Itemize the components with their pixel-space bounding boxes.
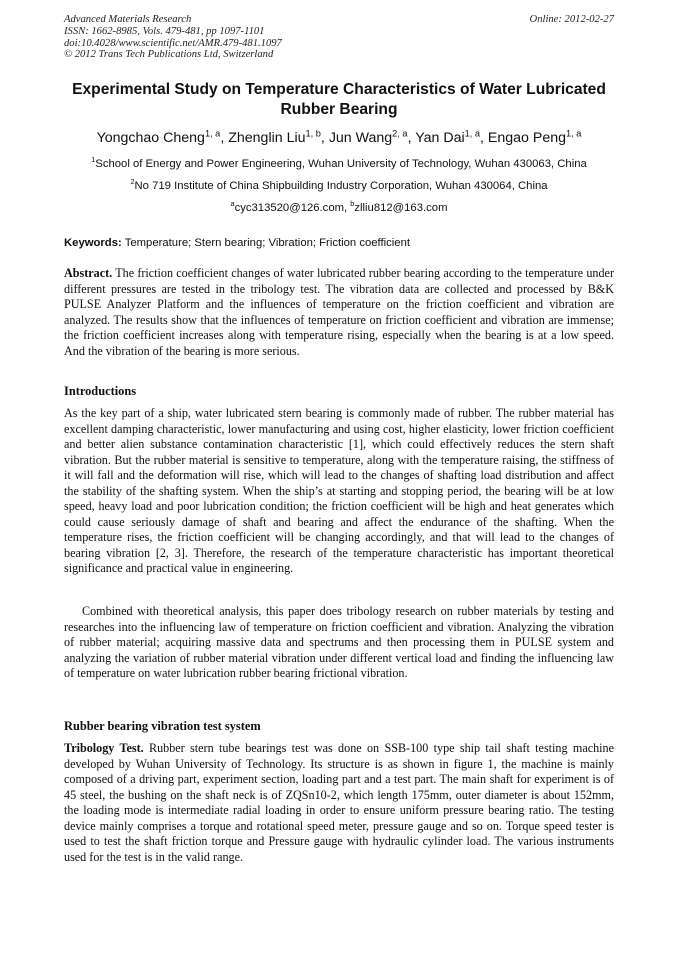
author-separator: , bbox=[407, 130, 416, 146]
journal-header bbox=[64, 14, 282, 61]
author-name: Zhenglin Liu bbox=[228, 130, 306, 146]
issn-line: ISSN: 1662-8985, Vols. 479-481, pp 1097-1101 bbox=[64, 25, 265, 37]
keywords-text: Temperature; Stern bearing; Vibration; Friction coefficient bbox=[121, 237, 410, 249]
introduction-paragraph-2: Combined with theoretical analysis, this paper does tribology research on rubber materials by testing and researches into the influencing law of temperature on friction coefficient and vibration. Analyzing the vibration of rubber material; acquiring massive data and spectrums and then processing them in PULSE system and analyzing the variation of rubber material vibration under different vertical load and finding the influencing law of temperature on water lubrication rubber bearing frictional vibration. bbox=[64, 604, 614, 680]
author-name: Yan Dai bbox=[415, 130, 465, 146]
journal-name: Advanced Materials Research bbox=[64, 14, 192, 25]
author-affiliation-mark: 1, a bbox=[204, 128, 221, 139]
author-list bbox=[40, 129, 638, 147]
author-affiliation-mark: 1, b bbox=[305, 128, 321, 139]
affiliation-text: No 719 Institute of China Shipbuilding Industry Corporation, Wuhan 430064, China bbox=[134, 180, 548, 192]
author-name: Jun Wang bbox=[328, 130, 393, 146]
author-affiliation-mark: 2, a bbox=[392, 128, 408, 139]
online-date: Online: 2012-02-27 bbox=[529, 14, 614, 25]
section-heading-introductions: Introductions bbox=[64, 384, 137, 398]
abstract-text: The friction coefficient changes of water lubricated rubber bearing according to the temperature under different pressures are tested in the tribology test. The vibration data are collected and processed by B&K PULSE Analyzer Platform and the influences of temperature on the friction coefficient and vibration are analyzed. The results show that the influences of temperature on friction coefficient and vibration are immense; the friction coefficient increases along with temperature rising, especially when the bearing is at a low speed. And the vibration of the bearing is more serious. bbox=[64, 266, 614, 358]
introduction-paragraph-1: As the key part of a ship, water lubricated stern bearing is commonly made of rubber. The rubber material has excellent damping characteristic, lower manufacturing and using cost, higher elasticity, lower friction coefficient and better alien substance contamination characteristic [1], which could effectively reduces the stern shaft vibration. But the rubber material is sensitive to temperature, along with the temperature raising, the stiffness of it will fall and the deformation will rise, which will lead to the changes of shafting load distribution and affect the stability of the shafting system. When the ship’s at starting and stopping period, the bearing will be at low speed, heavy load and poor lubrication condition; the friction coefficient will be high and heat generates which could cause seriously damage of shaft and bearing and affect the endurance of the shafting. When the temperature rises, the friction coefficient will be changing accordingly, and that will lead to the changes of bearing vibration [2, 3]. Therefore, the research of the temperature characteristic has important theoretical significance and practical value in engineering. bbox=[64, 406, 614, 575]
paper-title bbox=[60, 80, 618, 120]
title-line-1: Experimental Study on Temperature Characteristics of Water Lubricated bbox=[72, 81, 606, 98]
keywords bbox=[64, 236, 410, 250]
tribology-test-label: Tribology Test. bbox=[64, 741, 144, 755]
author-separator: , bbox=[220, 130, 229, 146]
section-heading-test-system: Rubber bearing vibration test system bbox=[64, 719, 261, 733]
affiliation-mark: 2 bbox=[130, 177, 135, 187]
tribology-test-paragraph bbox=[64, 741, 614, 865]
abstract bbox=[64, 266, 614, 359]
email-line bbox=[30, 201, 648, 215]
author-affiliation-mark: 1, a bbox=[566, 128, 582, 139]
author-name: Yongchao Cheng bbox=[96, 130, 205, 146]
email-b: zlliu812@163.com bbox=[354, 202, 448, 214]
author-name: Engao Peng bbox=[487, 130, 567, 146]
email-a: cyc313520@126.com, bbox=[234, 202, 351, 214]
affiliation-text: School of Energy and Power Engineering, Wuhan University of Technology, Wuhan 430063, China bbox=[95, 158, 587, 170]
affiliation-1 bbox=[30, 157, 648, 171]
copyright-line: © 2012 Trans Tech Publications Ltd, Switzerland bbox=[64, 49, 274, 61]
tribology-test-text: Rubber stern tube bearings test was done on SSB-100 type ship tail shaft testing machine developed by Wuhan University of Technology. Its structure is as shown in figure 1, the machine is mainly composed of a driving part, experiment section, loading part and a test part. The main shaft for experiment is of 45 steel, the bushing on the shaft neck is of ZQSn10-2, which length 175mm, outer diameter is about 152mm, the loading mode is intermediate radial loading in order to ensure uniform pressure bearing ratio. The testing device mainly comprises a torque and rotational speed meter, pressure gauge and so on. Torque speed tester is used to test the shaft friction torque and Pressure gauge with hydraulic cylinder load. The various instruments used for the test is in the valid range. bbox=[64, 741, 614, 864]
author-affiliation-mark: 1, a bbox=[464, 128, 481, 139]
doi-line: doi:10.4028/www.scientific.net/AMR.479-481.1097 bbox=[64, 37, 282, 49]
abstract-label: Abstract. bbox=[64, 266, 113, 280]
keywords-label: Keywords: bbox=[64, 237, 122, 249]
author-separator: , bbox=[480, 130, 488, 146]
email-mark: b bbox=[350, 199, 355, 209]
title-line-2: Rubber Bearing bbox=[280, 101, 398, 118]
author-separator: , bbox=[320, 130, 329, 146]
affiliation-mark: 1 bbox=[91, 155, 96, 165]
email-mark: a bbox=[230, 199, 235, 209]
affiliation-2 bbox=[30, 179, 648, 193]
